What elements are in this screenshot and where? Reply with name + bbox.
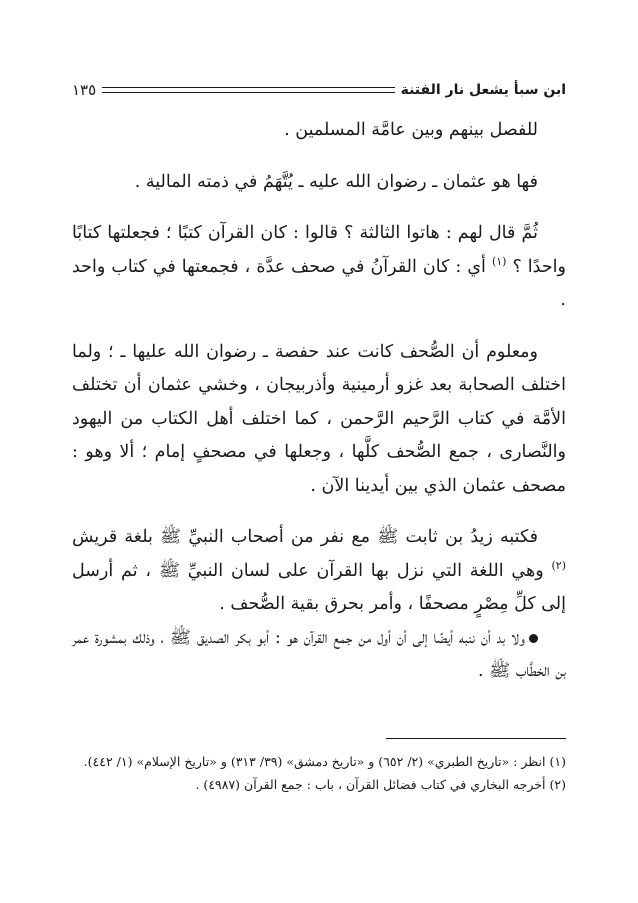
paragraph-5-start: فكتبه زيدُ بن ثابت ﷺ مع نفر من أصحاب النبيِّ ﷺ بلغة قريش xyxy=(72,527,538,547)
main-text xyxy=(72,114,566,689)
running-header xyxy=(72,78,566,102)
footnote-1-marker: (١) xyxy=(549,754,566,769)
paragraph-3-start: ثُمَّ قال لهم : هاتوا الثالثة ؟ قالوا : كان القرآن كتبًا ؛ فجعلتها كتابًا واحدًا ؟ xyxy=(72,223,566,277)
footnote-ref-2: (٢) xyxy=(551,558,566,572)
book-page xyxy=(72,70,566,850)
header-rule xyxy=(102,87,394,93)
page-number: ١٣٥ xyxy=(72,81,97,99)
paragraph-6-text: ولا بد أن ننبه أيضًا إلى أن أول من جمع القرآن هو : أبو بكر الصديق ﷺ ، وذلك بمشورة عمر بن الخطَّاب ﷺ . xyxy=(72,627,566,681)
footnote-2-text: أخرجه البخاري في كتاب فضائل القرآن ، باب : جمع القرآن (٤٩٨٧) . xyxy=(195,777,546,792)
paragraph-4: ومعلوم أن الصُّحف كانت عند حفصة ـ رضوان الله عليها ـ ؛ ولما اختلف الصحابة بعد غزو أرمينية وأذربيجان ، وخشي عثمان أن تختلف الأمَّة في كتاب الرَّحيم الرَّحمن ، كما اختلف أهل الكتاب من اليهود والنَّصارى ، جمع الصُّحف كلَّها ، وجعلها في مصحفٍ إمام ؛ ألا وهو : مصحف عثمان الذي بين أيدينا الآن . xyxy=(72,341,566,496)
paragraph-5 xyxy=(72,521,566,622)
paragraph-5-end: وهي اللغة التي نزل بها القرآن على لسان النبيِّ ﷺ ، ثم أرسل إلى كلِّ مِصْرٍ مصحفًا ، وأمر بحرق بقية الصُّحف . xyxy=(72,560,566,614)
running-title: ابن سبأ يشعل نار الفتنة xyxy=(400,82,566,98)
footnote-ref-1: (١) xyxy=(491,254,507,268)
footnote-separator xyxy=(386,738,566,739)
paragraph-3 xyxy=(72,217,566,318)
bullet-icon xyxy=(529,634,538,643)
footnotes xyxy=(72,750,566,796)
footnote-1-text: انظر : «تاريخ الطبري» (٢/ ٦٥٢) و «تاريخ دمشق» (٣٩/ ٣١٣) و «تاريخ الإسلام» (١/ ٤٤٢). xyxy=(83,754,546,769)
footnote-2 xyxy=(72,773,566,796)
footnote-2-marker: (٢) xyxy=(549,777,566,792)
paragraph-2: فها هو عثمان ـ رضوان الله عليه ـ يُتَّهَمُ في ذمته المالية . xyxy=(134,171,538,192)
paragraph-3-end: أي : كان القرآنُ في صحف عدَّة ، فجمعتها في كتاب واحد . xyxy=(72,256,566,310)
paragraph-6 xyxy=(72,622,566,689)
footnote-1 xyxy=(72,750,566,773)
paragraph-1: للفصل بينهم وبين عامَّة المسلمين . xyxy=(284,120,538,140)
